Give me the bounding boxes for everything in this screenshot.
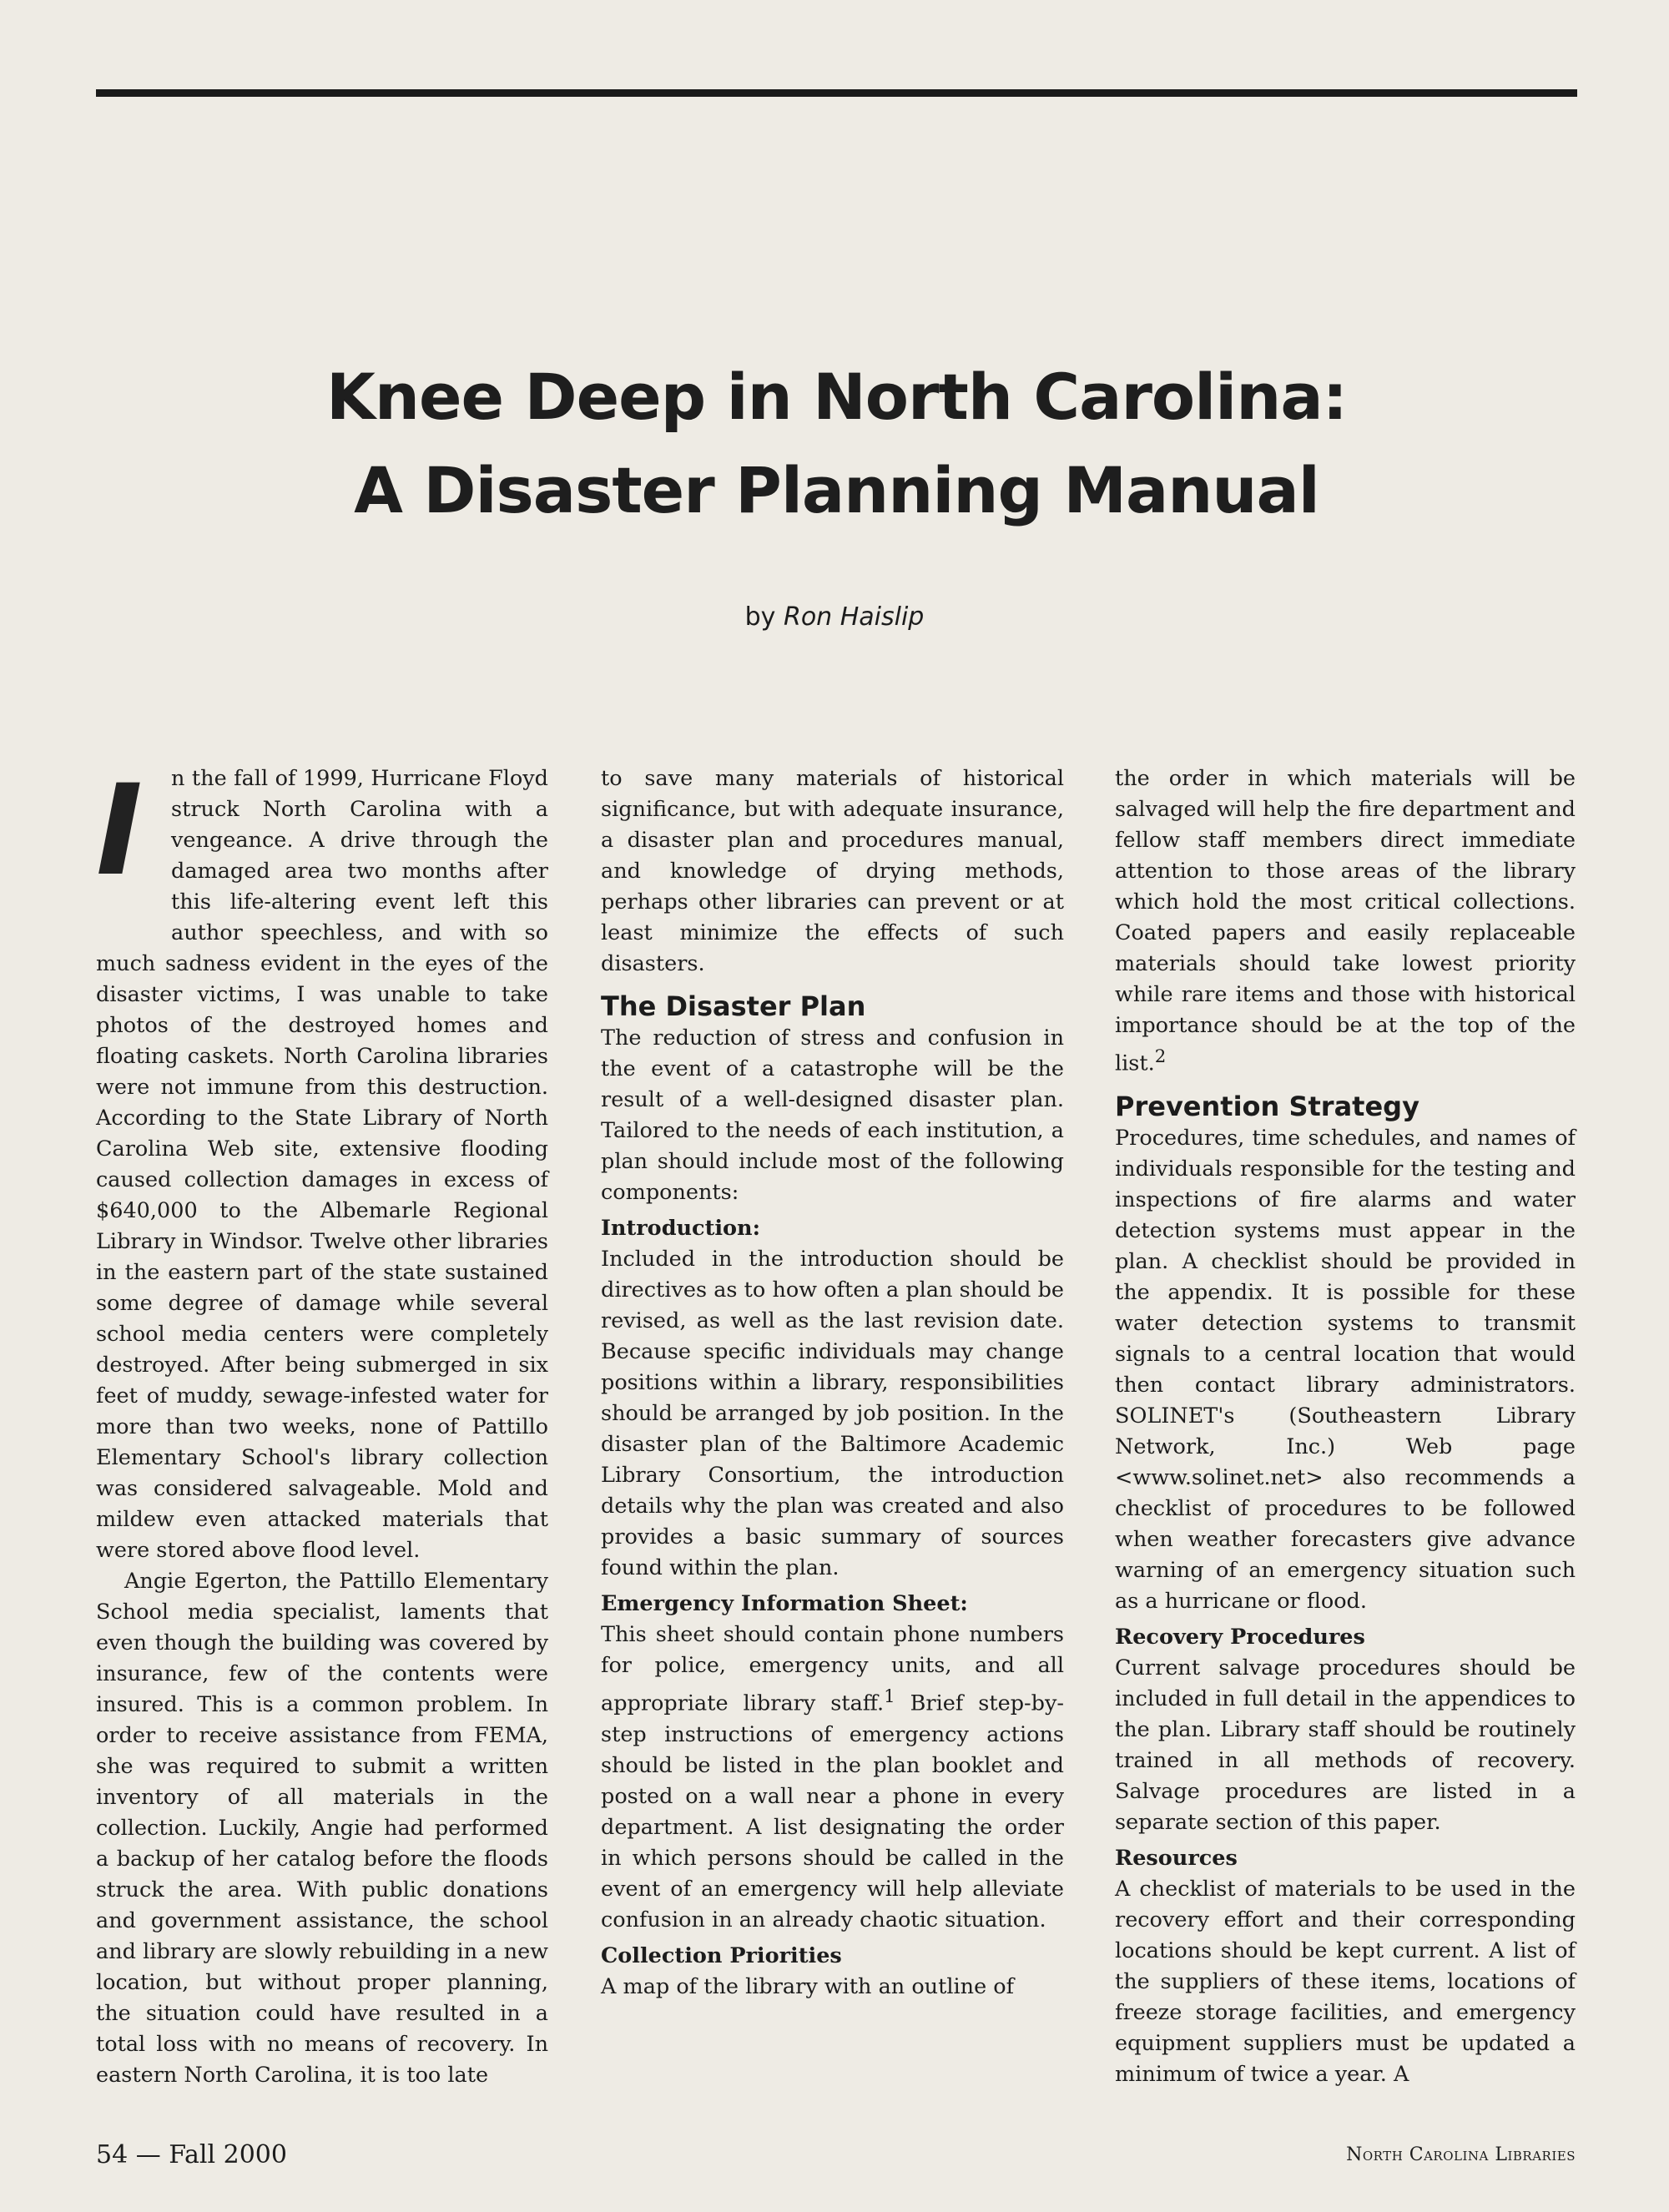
paragraph-text: This sheet should contain phone numbers for police, emergency units, and all appropriate library staff.	[601, 1622, 1064, 1716]
subheading-recovery-procedures: Recovery Procedures	[1115, 1624, 1365, 1650]
journal-name: North Carolina Libraries	[1346, 2144, 1576, 2165]
page-number: 54 — Fall 2000	[96, 2140, 287, 2169]
heading-prevention-strategy: Prevention Strategy	[1115, 1090, 1419, 1122]
paragraph-text: n the fall of 1999, Hurricane Floyd struck North Carolina with a vengeance. A drive through the damaged area two months after this life-altering event left this author speechless, and with so much sadness evident in the eyes of the disaster victims, I was unable to take photos of the destroyed homes and floating caskets. North Carolina libraries were not immune from this destruction. According to the State Library of North Carolina Web site, extensive flooding caused collection damages in excess of $640,000 to the Albemarle Regional Library in Windsor. Twelve other libraries in the eastern part of the state sustained some degree of damage while several school media centers were completely destroyed. After being submerged in six feet of muddy, sewage-infested water for more than two weeks, none of Pattillo Elementary School's library collection was considered salvageable. Mold and mildew even attacked materials that were stored above flood level.	[96, 766, 548, 1563]
paragraph: Angie Egerton, the Pattillo Elementary School media specialist, laments that even though the building was covered by insurance, few of the contents were insured. This is a common problem. In order to receive assistance from FEMA, she was required to submit a written inventory of all materials in the collection. Luckily, Angie had performed a backup of her catalog before the floods struck the area. With public donations and government assistance, the school and library are slowly rebuilding in a new location, but without proper planning, the situation could have resulted in a total loss with no means of recovery. In eastern North Carolina, it is too late	[96, 1569, 548, 2088]
paragraph: to save many materials of historical significance, but with adequate insurance, a disaster plan and procedures manual, and knowledge of drying methods, perhaps other libraries can prevent or at least minimize the effects of such disasters.	[601, 766, 1064, 976]
drop-cap: I	[96, 758, 143, 904]
footnote-ref[interactable]: 2	[1154, 1046, 1167, 1067]
subheading-introduction: Introduction:	[601, 1216, 761, 1241]
paragraph: Current salvage procedures should be included in full detail in the appendices to the plan. Library staff should be routinely trained in all methods of recovery. Salvage procedures are listed in a separate section of this paper.	[1115, 1655, 1576, 1835]
byline-prefix: by	[744, 602, 776, 632]
footnote-ref[interactable]: 1	[884, 1686, 895, 1707]
paragraph	[96, 758, 548, 1566]
paragraph: A checklist of materials to be used in the recovery effort and their corresponding locations should be kept current. A list of the suppliers of these items, locations of freeze storage facilities, and emergency equipment suppliers must be updated a minimum of twice a year. A	[1115, 1876, 1576, 2087]
subheading-emergency-info: Emergency Information Sheet:	[601, 1591, 968, 1616]
paragraph: Included in the introduction should be directives as to how often a plan should be revised, as well as the last revision date. Because specific individuals may change positions within a library, responsibilities should be arranged by job position. In the disaster plan of the Baltimore Academic Library Consortium, the introduction details why the plan was created and also provides a basic summary of sources found within the plan.	[601, 1247, 1064, 1580]
subheading-resources: Resources	[1115, 1845, 1238, 1871]
paragraph	[1115, 763, 1576, 1080]
column-2	[601, 763, 1064, 2003]
paragraph: A map of the library with an outline of	[601, 1973, 1015, 1999]
top-rule	[96, 89, 1577, 97]
author-name: Ron Haislip	[783, 602, 925, 632]
column-1	[96, 758, 548, 2091]
column-3	[1115, 763, 1576, 2090]
paragraph-text: the order in which materials will be salvaged will help the fire department and fellow staff members direct immediate attention to those areas of the library which hold the most critical collections. Coated papers and easily replaceable materials should take lowest priority while rare items and those with historical importance should be at the top of the list.	[1115, 766, 1576, 1076]
paragraph: The reduction of stress and confusion in the event of a catastrophe will be the result of a well-designed disaster plan. Tailored to the needs of each institution, a plan should include most of the following components:	[601, 1025, 1064, 1205]
byline	[0, 602, 1669, 632]
heading-disaster-plan: The Disaster Plan	[601, 990, 866, 1022]
paragraph	[601, 1620, 1064, 1936]
title-line-1: Knee Deep in North Carolina:	[325, 360, 1348, 434]
subheading-collection-priorities: Collection Priorities	[601, 1942, 842, 1968]
paragraph-text: Brief step-by-step instructions of emergency actions should be listed in the plan booklet and posted on a wall near a phone in every department. A list designating the order in which persons should be called in the event of an emergency will help alleviate confusion in an already chaotic situation.	[601, 1690, 1064, 1932]
title-line-2: A Disaster Planning Manual	[354, 453, 1319, 527]
paragraph: Procedures, time schedules, and names of individuals responsible for the testing and inspections of fire alarms and water detection systems must appear in the plan. A checklist should be provided in the appendix. It is possible for these water detection systems to transmit signals to a central location that would then contact library administrators. SOLINET's (Southeastern Library Network, Inc.) Web page <www.solinet.net> also recommends a checklist of procedures to be followed when weather forecasters give advance warning of an emergency situation such as a hurricane or flood.	[1115, 1125, 1576, 1614]
article-title	[96, 350, 1577, 537]
